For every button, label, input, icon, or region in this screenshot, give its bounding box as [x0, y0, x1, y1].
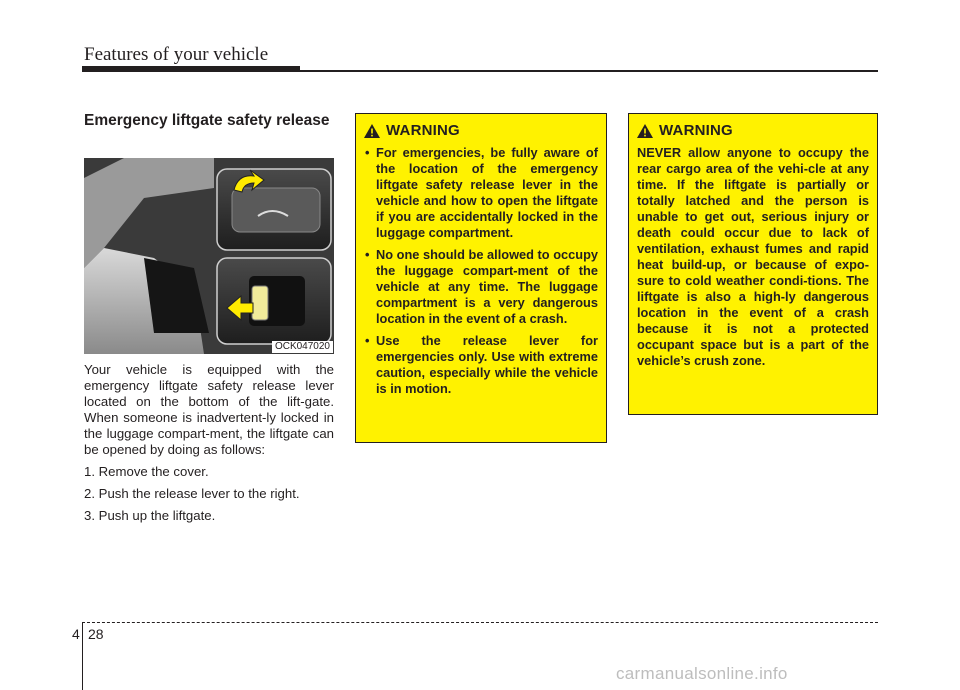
- warning-box-left: [355, 113, 607, 443]
- section-title: Emergency liftgate safety release: [84, 112, 330, 129]
- warning-header: [637, 122, 869, 139]
- release-lever: [252, 286, 268, 320]
- chapter-number: 4: [72, 626, 80, 642]
- liftgate-release-photo: [84, 158, 334, 354]
- footer-rule: [82, 622, 878, 623]
- list-item: • For emergencies, be fully aware of the location of the emergency liftgate safety release lever in the vehicle and how to open the liftgate if you are accidentally locked in the luggage compartment.: [365, 145, 598, 240]
- warning-header: [364, 122, 598, 139]
- body-text: [84, 362, 334, 524]
- step-1: 1. Remove the cover.: [84, 464, 209, 479]
- header-rule-thin: [300, 70, 878, 72]
- warning-box-right: [628, 113, 878, 415]
- step-2: 2. Push the release lever to the right.: [84, 486, 300, 501]
- image-code: OCK047020: [272, 341, 333, 353]
- list-item: • Use the release lever for emergencies only. Use with extreme caution, especially while the vehicle is in motion.: [365, 333, 598, 396]
- watermark: carmanualsonline.info: [616, 664, 788, 683]
- header-title: Features of your vehicle: [84, 44, 269, 65]
- warning-title: WARNING: [659, 122, 733, 139]
- warning-title: WARNING: [386, 122, 460, 139]
- warning-triangle-icon: [364, 124, 380, 138]
- intro-paragraph: Your vehicle is equipped with the emergency liftgate safety release lever located on the bottom of the lift-gate. When someone is inadvertent-ly locked in the luggage compart-ment, the liftgate can be opened by doing as follows:: [84, 362, 334, 457]
- step-3: 3. Push up the liftgate.: [84, 508, 216, 523]
- warning-triangle-icon: [637, 124, 653, 138]
- list-item: • No one should be allowed to occupy the luggage compart-ment of the vehicle at any time. The luggage compartment is a very dangerous location in the event of a crash.: [365, 247, 598, 326]
- footer-divider: [82, 622, 83, 690]
- warning-text: NEVER allow anyone to occupy the rear cargo area of the vehi-cle at any time. If the liftgate is partially or totally latched and the person is unable to get out, serious injury or death could occur due to lack of ventilation, exhaust fumes and rapid heat build-up, or because of expo-sure to cold weather condi-tions. The liftgate is also a high-ly dangerous location in the event of a crash because it is not a protected occupant space but is a part of the vehicle’s crush zone.: [637, 145, 869, 368]
- page-number: 28: [88, 626, 104, 642]
- warning-list: [364, 145, 598, 397]
- liftgate-illustration: [84, 158, 334, 354]
- header-rule-thick: [82, 66, 300, 72]
- cover-plate: [232, 188, 320, 232]
